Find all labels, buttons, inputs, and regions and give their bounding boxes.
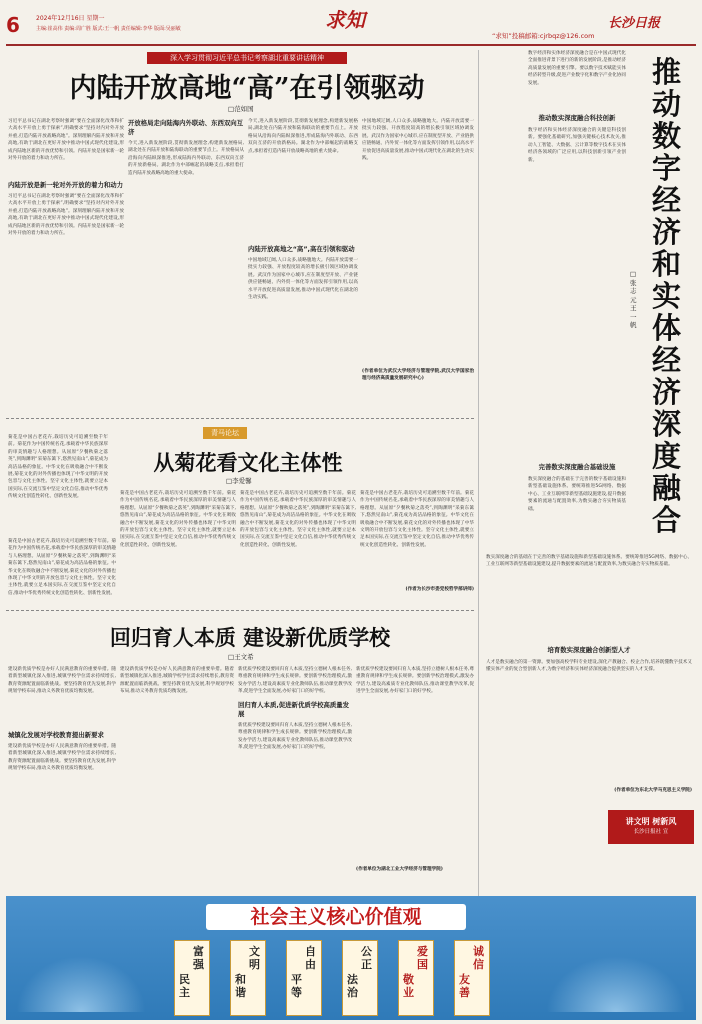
talent-subhead: 回归育人本质,促进新优质学校高质量发展	[238, 701, 350, 718]
ad-corner-sub: 长沙日报社 宣	[633, 829, 669, 835]
feature-author: □张志元 王一帆	[630, 270, 637, 329]
feature-title: 推动数字经济和实体经济深度融合	[652, 55, 682, 537]
talent-paragraph: 建设新优质学校是办好人民满意教育的重要举措。随着新型城镇化深入推进,城镇学校学位需求持续增长,教育资源配置面临新挑战。要坚持教育优先发展,科学规划学校布局,推动义务教育优质均衡发展。	[8, 667, 116, 695]
talent-author: □王文希	[228, 653, 254, 661]
feature-subhead: 培育数实深度融合创新型人才	[547, 646, 631, 654]
lead-col-3	[248, 118, 358, 406]
feature-paragraph: 数字经济和实体经济深度融合的关键是科技创新。要强化基础研究,加强关键核心技术攻关,推动人工智能、大数据、云计算等数字技术在实体经济各领域的广泛应用,以科技创新引领产业创新。	[528, 128, 626, 163]
header-rule	[6, 44, 696, 46]
rubric-bar: 深入学习贯彻习近平总书记考察湖北重要讲话精神	[147, 52, 347, 64]
feature-subhead: 推动数实深度融合科技创新	[538, 114, 616, 122]
culture-title: 从菊花看文化主体性	[153, 450, 343, 475]
feature-author-note: (作者单位为东北大学马克思主义学院)	[614, 788, 692, 793]
lead-paragraph: 中国地域辽阔,人口众多,战略腹地大。内陆开放需要一批实力较强、开放程度较高的增长极引领区域协调发展。武汉作为国家中心城市,应在制度型开放、产业链供应链畅通、内外贸一体化等方面发挥引领作用,以高水平开放促进高质量发展,推动中国式现代化在湖北的生动实践。	[248, 258, 358, 301]
lead-author-note: (作者单位为武汉大学经济与管理学院,武汉大学国家治理与经济高质量发展研究中心)	[362, 369, 474, 382]
lead-subhead: 内陆开放是新一轮对外开放的着力和动力	[8, 181, 124, 189]
feature-col-bottom	[486, 554, 692, 806]
section-separator	[6, 610, 474, 611]
value-item	[174, 940, 210, 1016]
page-number: 6	[6, 13, 20, 37]
ad-title: 社会主义核心价值观	[250, 906, 422, 928]
lead-title: 内陆开放高地“高”在引领驱动	[69, 73, 425, 104]
lead-paragraph: 习近平总书记在湖北考察时强调“要在全面深化改革和扩大高水平开放上勇于探索”,明确要求“坚持对内对外开放并重,打造内陆开放战略高地”。深刻理解内陆开放和开放高地,有助于湖北在更好开放中推动中国式现代化建设,形成内陆地区新的开放优势和引领。内陆开放是国家新一轮对外开放的着力和动力所在。	[8, 119, 124, 162]
value-item	[342, 940, 378, 1016]
culture-lede: 菊花是中国古老花卉,栽培历史可追溯至数千年前。菊花作为中国传统名花,承载着中华民族深厚的审美情趣与人格理想。从屈原“夕餐秋菊之落英”,到陶渊明“采菊东篱下,悠然见南山”,菊花成为高洁品格的象征。中华文化在吸收融合中不断发展,菊花文化的对外传播也体现了中华文明的开放包容与文化主体性。坚守文化主体性,就要立足本国实际,在交流互鉴中坚定文化自信,推动中华优秀传统文化创造性转化、创新性发展。	[8, 435, 108, 500]
ad-decoration	[546, 956, 686, 1012]
feature-subhead: 完善数实深度融合基础设施	[538, 463, 616, 471]
lead-paragraph: 中国地域辽阔,人口众多,战略腹地大。内陆开放需要一批实力较强、开放程度较高的增长极引领区域协调发展。武汉作为国家中心城市,应在制度型开放、产业链供应链畅通、内外贸一体化等方面发挥引领作用,以高水平开放促进高质量发展,推动中国式现代化在湖北的生动实践。	[362, 119, 474, 162]
lead-col-1	[8, 118, 124, 406]
lead-col-2	[128, 118, 244, 406]
lead-subhead: 开放格局走向陆海内外联动、东西双向互济	[128, 119, 244, 136]
feature-paragraph: 人才是数实融合的第一资源。要加强高校学科专业建设,深化产教融合、校企合作,培养既懂数字技术又懂实体产业的复合型创新人才,为数字经济和实体经济深度融合提供坚实的人才支撑。	[486, 660, 692, 673]
culture-author: □李爱馨	[226, 477, 252, 485]
feature-col-top	[528, 50, 626, 550]
value-word: 富强	[193, 945, 204, 971]
lead-col-4	[362, 118, 474, 406]
talent-col-1	[8, 666, 116, 892]
value-item	[398, 940, 434, 1016]
lead-paragraph: 习近平总书记在湖北考察时强调“要在全面深化改革和扩大高水平开放上勇于探索”,明确要求“坚持对内对外开放并重,打造内陆开放战略高地”。深刻理解内陆开放和开放高地,有助于湖北在更好开放中推动中国式现代化建设,形成内陆地区新的开放优势和引领。内陆开放是国家新一轮对外开放的着力和动力所在。	[8, 194, 124, 237]
feature-paragraph: 数实深度融合的基础在于完善的数字基础设施和新型基础设施体系。要统筹推进5G网络、数据中心、工业互联网等新型基础设施建设,提升数据要素的流通与配置效率,为数实融合夯实物质基础。	[528, 477, 626, 512]
ad-corner-text: 讲文明 树新风	[625, 817, 677, 826]
value-item	[286, 940, 322, 1016]
column-badge: 青马论坛	[203, 427, 247, 439]
lead-subhead: 内陆开放高地之“高”,高在引领和驱动	[248, 245, 355, 253]
culture-col-2: 菊花是中国古老花卉,栽培历史可追溯至数千年前。菊花作为中国传统名花,承载着中华民族深厚的审美情趣与人格理想。从屈原“夕餐秋菊之落英”,到陶渊明“采菊东篱下,悠然见南山”,菊花成为高洁品格的象征。中华文化在吸收融合中不断发展,菊花文化的对外传播也体现了中华文明的开放包容与文化主体性。坚守文化主体性,就要立足本国实际,在交流互鉴中坚定文化自信,推动中华优秀传统文化创造性转化、创新性发展。	[120, 491, 236, 548]
culture-col-1: 菊花是中国古老花卉,栽培历史可追溯至数千年前。菊花作为中国传统名花,承载着中华民族深厚的审美情趣与人格理想。从屈原“夕餐秋菊之落英”,到陶渊明“采菊东篱下,悠然见南山”,菊花成为高洁品格的象征。中华文化在吸收融合中不断发展,菊花文化的对外传播也体现了中华文明的开放包容与文化主体性。坚守文化主体性,就要立足本国实际,在交流互鉴中坚定文化自信,推动中华优秀传统文化创造性转化、创新性发展。	[8, 539, 116, 596]
divider	[478, 50, 479, 896]
talent-paragraph: 新优质学校建设要回归育人本质,坚持立德树人根本任务,尊重教育规律和学生成长规律。要创新学校治理模式,激发办学活力,建设高素质专业化教师队伍,推动课堂教学改革,促进学生全面发展,办好家门口的好学校。	[238, 723, 352, 751]
header-editors: 主编:崔高伟 责编:周广胜 版式:王一帆 责任编辑:李华 版面:吴丽敏	[36, 26, 181, 32]
lead-paragraph: 今天,进入新发展阶段,贯彻新发展理念,构建新发展格局,湖北处在内陆开放和陆海联动的重要节点上。开放格局从沿海向内陆纵深推进,形成陆海内外联动、东西双向互济的开放新格局。湖北作为中部崛起的战略支点,承担着打造内陆开放战略高地的重大使命。	[128, 141, 244, 176]
value-word: 自由	[305, 945, 316, 971]
talent-paragraph: 新优质学校建设要回归育人本质,坚持立德树人根本任务,尊重教育规律和学生成长规律。要创新学校治理模式,激发办学活力,建设高素质专业化教师队伍,推动课堂教学改革,促进学生全面发展,办好家门口的好学校。	[356, 667, 474, 695]
culture-col-3: 菊花是中国古老花卉,栽培历史可追溯至数千年前。菊花作为中国传统名花,承载着中华民族深厚的审美情趣与人格理想。从屈原“夕餐秋菊之落英”,到陶渊明“采菊东篱下,悠然见南山”,菊花成为高洁品格的象征。中华文化在吸收融合中不断发展,菊花文化的对外传播也体现了中华文明的开放包容与文化主体性。坚守文化主体性,就要立足本国实际,在交流互鉴中坚定文化自信,推动中华优秀传统文化创造性转化、创新性发展。	[240, 491, 356, 548]
ad-title-banner	[206, 904, 466, 930]
value-word: 诚信	[473, 945, 484, 971]
value-word: 友善	[459, 973, 470, 999]
value-word: 公正	[361, 945, 372, 971]
talent-author-note: (作者单位为湖北工业大学经济与管理学院)	[356, 867, 443, 872]
submission-email: “求知”投稿邮箱:cjrbqz@126.com	[492, 32, 595, 40]
talent-paragraph: 建设新优质学校是办好人民满意教育的重要举措。随着新型城镇化深入推进,城镇学校学位需求持续增长,教育资源配置面临新挑战。要坚持教育优先发展,科学规划学校布局,推动义务教育优质均衡发展。	[8, 744, 116, 772]
culture-col-4	[360, 490, 474, 606]
talent-col-2: 建设新优质学校是办好人民满意教育的重要举措。随着新型城镇化深入推进,城镇学校学位需求持续增长,教育资源配置面临新挑战。要坚持教育优先发展,科学规划学校布局,推动义务教育优质均衡发展。	[120, 667, 234, 695]
culture-author-note: (作者为长沙市委党校哲学部讲师)	[405, 587, 474, 592]
culture-paragraph: 菊花是中国古老花卉,栽培历史可追溯至数千年前。菊花作为中国传统名花,承载着中华民族深厚的审美情趣与人格理想。从屈原“夕餐秋菊之落英”,到陶渊明“采菊东篱下,悠然见南山”,菊花成为高洁品格的象征。中华文化在吸收融合中不断发展,菊花文化的对外传播也体现了中华文明的开放包容与文化主体性。坚守文化主体性,就要立足本国实际,在交流互鉴中坚定文化自信,推动中华优秀传统文化创造性转化、创新性发展。	[360, 491, 474, 548]
feature-paragraph: 数实深度融合的基础在于完善的数字基础设施和新型基础设施体系。要统筹推进5G网络、数据中心、工业互联网等新型基础设施建设,提升数据要素的流通与配置效率,为数实融合夯实物质基础。	[486, 555, 692, 568]
newspaper-logo: 长沙日报	[608, 16, 661, 31]
value-word: 敬业	[403, 973, 414, 999]
lead-paragraph: 今天,进入新发展阶段,贯彻新发展理念,构建新发展格局,湖北处在内陆开放和陆海联动的重要节点上。开放格局从沿海向内陆纵深推进,形成陆海内外联动、东西双向互济的开放新格局。湖北作为中部崛起的战略支点,承担着打造内陆开放战略高地的重大使命。	[248, 119, 358, 154]
value-word: 爱国	[417, 945, 428, 971]
value-word: 和谐	[235, 973, 246, 999]
value-word: 文明	[249, 945, 260, 971]
value-item	[230, 940, 266, 1016]
talent-col-4	[356, 666, 474, 892]
value-word: 平等	[291, 973, 302, 999]
value-word: 法治	[347, 973, 358, 999]
talent-col-3	[238, 666, 352, 892]
value-word: 民主	[179, 973, 190, 999]
lead-author: □范如国	[228, 105, 254, 113]
feature-paragraph: 数字经济和实体经济深度融合是在中国式现代化全面推进背景下进行的新的发展阶段,是推动经济高质量发展的重要引擎。要以数字技术赋能实体经济转型升级,促进产业数字化和数字产业化协同发展。	[528, 51, 626, 86]
header-date: 2024年12月16日 星期一	[36, 15, 105, 22]
section-logo: 求知	[325, 8, 365, 32]
ad-decoration	[16, 956, 146, 1012]
page-header	[0, 0, 702, 48]
section-separator	[6, 418, 474, 419]
ad-corner-badge	[608, 810, 694, 844]
talent-paragraph: 新优质学校建设要回归育人本质,坚持立德树人根本任务,尊重教育规律和学生成长规律。要创新学校治理模式,激发办学活力,建设高素质专业化教师队伍,推动课堂教学改革,促进学生全面发展,办好家门口的好学校。	[238, 667, 352, 695]
talent-title: 回归育人本质 建设新优质学校	[109, 625, 391, 650]
talent-subhead: 城镇化发展对学校教育提出新要求	[8, 731, 104, 739]
value-item	[454, 940, 490, 1016]
